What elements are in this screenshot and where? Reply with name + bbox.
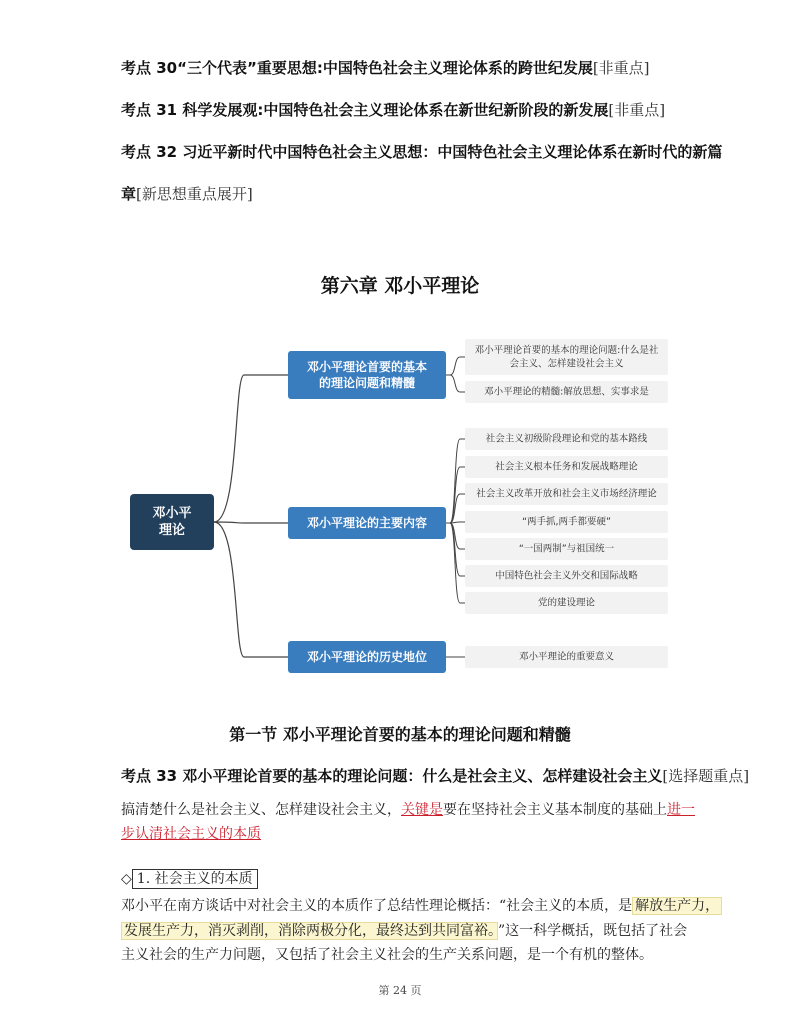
mind-map-branch-label: 邓小平理论的主要内容 — [306, 516, 428, 530]
kaodian-title: 科学发展观:中国特色社会主义理论体系在新世纪新阶段的新发展 — [182, 101, 609, 119]
mind-map-leaf-label: 社会主义初级阶段理论和党的基本路线 — [485, 433, 648, 445]
kaodian-tag: [非重点] — [608, 101, 666, 119]
mind-map-leaf-label: 社会主义根本任务和发展战略理论 — [495, 461, 638, 473]
kaodian-title: 邓小平理论首要的基本的理论问题：什么是社会主义、怎样建设社会主义 — [182, 767, 663, 785]
mind-map-root-label: 邓小平 — [152, 506, 192, 521]
kaodian-title: “三个代表”重要思想:中国特色社会主义理论体系的跨世纪发展 — [177, 59, 593, 77]
paragraph-2-line-3: 主义社会的生产力问题，又包括了社会主义社会的生产关系问题，是一个有机的整体。 — [121, 947, 653, 963]
mind-map-leaf-label: 社会主义改革开放和社会主义市场经济理论 — [476, 488, 657, 500]
paragraph-1-line-1: 搞清楚什么是社会主义、怎样建设社会主义，关键是要在坚持社会主义基本制度的基础上进一 — [121, 802, 695, 818]
kaodian-30 — [121, 57, 650, 78]
mind-map-leaf-label: 邓小平理论的精髓:解放思想、实事求是 — [484, 386, 649, 398]
mind-map-leaf-label: 党的建设理论 — [537, 597, 596, 609]
paragraph-1-line-2 — [121, 823, 261, 843]
key-phrase: 进一 — [667, 802, 695, 818]
mind-map-leaf-label: “一国两制”与祖国统一 — [518, 543, 615, 555]
chapter-title: 第六章 邓小平理论 — [320, 275, 480, 297]
mind-map-root-label: 理论 — [158, 523, 186, 538]
kaodian-32-continued — [121, 183, 253, 204]
section-title: 第一节 邓小平理论首要的基本的理论问题和精髓 — [229, 725, 571, 744]
kaodian-title-continued: 章 — [121, 185, 137, 203]
kaodian-33 — [121, 765, 749, 786]
key-phrase: 步认清社会主义的本质 — [121, 826, 261, 842]
highlighted-text: 解放生产力， — [632, 897, 722, 915]
kaodian-32 — [121, 141, 722, 162]
mind-map-leaf-label: 中国特色社会主义外交和国际战略 — [495, 570, 638, 582]
mind-map — [120, 320, 680, 680]
mind-map-leaf-label: 邓小平理论首要的基本的理论问题:什么是社 — [474, 344, 659, 356]
item-heading — [121, 869, 258, 889]
kaodian-number: 考点 32 — [121, 143, 178, 161]
paragraph-2-line-2: 发展生产力，消灭剥削，消除两极分化，最终达到共同富裕。 ”这一科学概括，既包括了社会 — [121, 920, 687, 940]
mind-map-leaf-label: 会主义、怎样建设社会主义 — [509, 358, 624, 370]
kaodian-title: 习近平新时代中国特色社会主义思想：中国特色社会主义理论体系在新时代的新篇 — [182, 143, 723, 161]
mind-map-root-node — [130, 494, 214, 550]
mind-map-leaf-label: “两手抓,两手都要硬” — [522, 516, 611, 528]
mind-map-branch-label: 邓小平理论首要的基本 — [306, 360, 428, 374]
paragraph-2-line-1: 邓小平在南方谈话中对社会主义的本质作了总结性理论概括：“社会主义的本质，是 解放生产力， — [121, 895, 722, 915]
kaodian-number: 考点 33 — [121, 767, 178, 785]
mind-map-branch-label: 的理论问题和精髓 — [318, 376, 416, 390]
mind-map-leaf-label: 邓小平理论的重要意义 — [518, 651, 615, 663]
mind-map-branch-label: 邓小平理论的历史地位 — [306, 650, 428, 664]
mind-map-branch-node — [288, 351, 446, 399]
kaodian-number: 考点 31 — [121, 101, 178, 119]
kaodian-tag: [非重点] — [592, 59, 650, 77]
key-phrase: 关键是 — [401, 802, 443, 818]
highlighted-text: 发展生产力，消灭剥削，消除两极分化，最终达到共同富裕。 — [121, 922, 498, 940]
kaodian-31 — [121, 99, 665, 120]
item-label: 1. 社会主义的本质 — [132, 869, 258, 889]
mind-map-nodes — [130, 339, 668, 673]
kaodian-tag: [选择题重点] — [662, 767, 750, 785]
kaodian-number: 考点 30 — [121, 59, 178, 77]
kaodian-tag: [新思想重点展开] — [136, 185, 253, 203]
diamond-icon: ◇ — [121, 871, 132, 887]
page-number: 第 24 页 — [378, 984, 422, 997]
